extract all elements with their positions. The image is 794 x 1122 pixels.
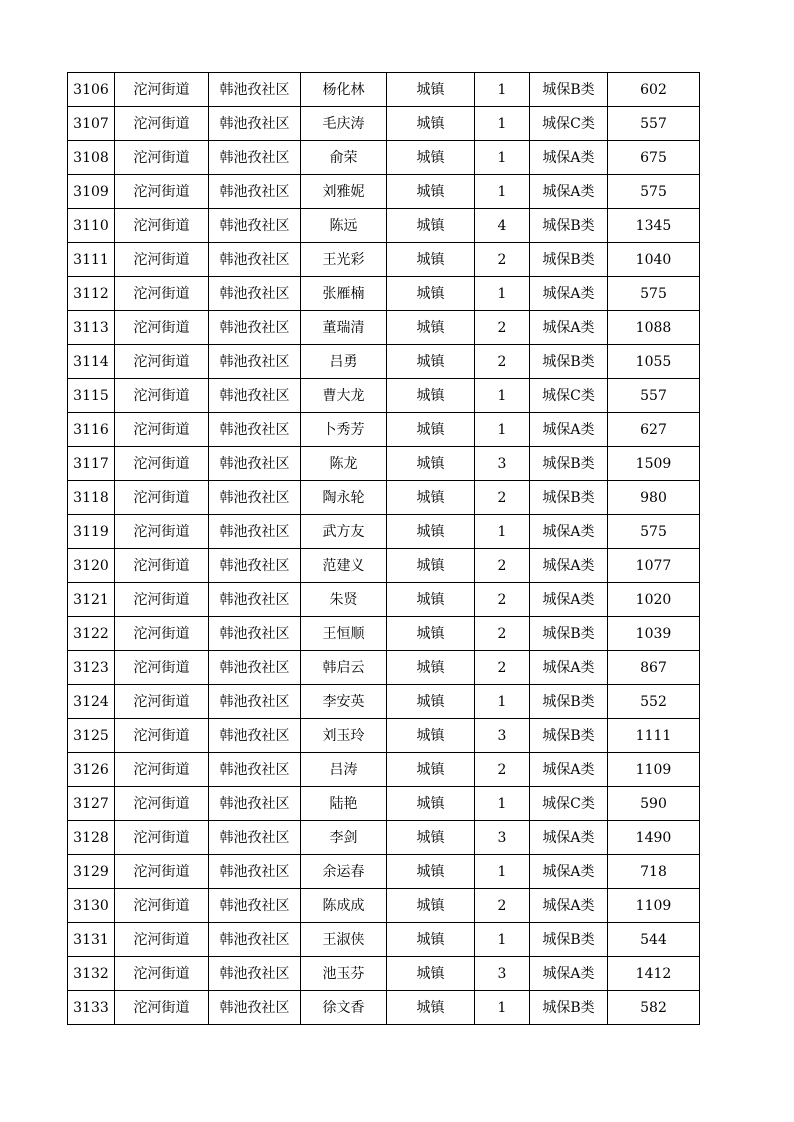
area-type-cell: 城镇 [387, 685, 475, 719]
table-row [68, 923, 700, 957]
street-cell: 沱河街道 [115, 447, 209, 481]
street-cell: 沱河街道 [115, 107, 209, 141]
area-type-cell: 城镇 [387, 753, 475, 787]
area-type-cell: 城镇 [387, 175, 475, 209]
table-row [68, 855, 700, 889]
community-cell: 韩池孜社区 [209, 447, 301, 481]
category-cell: 城保A类 [530, 821, 608, 855]
table-row [68, 345, 700, 379]
table-row [68, 413, 700, 447]
name-cell: 陈成成 [301, 889, 387, 923]
street-cell: 沱河街道 [115, 209, 209, 243]
table-row [68, 549, 700, 583]
household-count-cell: 1 [475, 277, 530, 311]
table-row [68, 821, 700, 855]
table-row [68, 991, 700, 1025]
area-type-cell: 城镇 [387, 719, 475, 753]
household-count-cell: 2 [475, 311, 530, 345]
category-cell: 城保B类 [530, 719, 608, 753]
household-count-cell: 2 [475, 889, 530, 923]
category-cell: 城保A类 [530, 957, 608, 991]
street-cell: 沱河街道 [115, 549, 209, 583]
household-count-cell: 3 [475, 957, 530, 991]
street-cell: 沱河街道 [115, 379, 209, 413]
table-row [68, 651, 700, 685]
name-cell: 李剑 [301, 821, 387, 855]
table-row [68, 175, 700, 209]
community-cell: 韩池孜社区 [209, 583, 301, 617]
amount-cell: 575 [608, 515, 700, 549]
amount-cell: 557 [608, 107, 700, 141]
table-row [68, 311, 700, 345]
table-row [68, 379, 700, 413]
table-row [68, 583, 700, 617]
community-cell: 韩池孜社区 [209, 719, 301, 753]
household-count-cell: 3 [475, 821, 530, 855]
area-type-cell: 城镇 [387, 583, 475, 617]
table-row [68, 141, 700, 175]
community-cell: 韩池孜社区 [209, 515, 301, 549]
area-type-cell: 城镇 [387, 481, 475, 515]
name-cell: 武方友 [301, 515, 387, 549]
name-cell: 王淑侠 [301, 923, 387, 957]
street-cell: 沱河街道 [115, 345, 209, 379]
community-cell: 韩池孜社区 [209, 413, 301, 447]
street-cell: 沱河街道 [115, 753, 209, 787]
household-count-cell: 2 [475, 243, 530, 277]
category-cell: 城保A类 [530, 549, 608, 583]
row-number-cell: 3128 [68, 821, 115, 855]
area-type-cell: 城镇 [387, 345, 475, 379]
community-cell: 韩池孜社区 [209, 889, 301, 923]
amount-cell: 867 [608, 651, 700, 685]
name-cell: 朱贤 [301, 583, 387, 617]
community-cell: 韩池孜社区 [209, 923, 301, 957]
row-number-cell: 3110 [68, 209, 115, 243]
row-number-cell: 3108 [68, 141, 115, 175]
category-cell: 城保A类 [530, 515, 608, 549]
area-type-cell: 城镇 [387, 957, 475, 991]
household-count-cell: 2 [475, 549, 530, 583]
category-cell: 城保A类 [530, 855, 608, 889]
table-row [68, 753, 700, 787]
community-cell: 韩池孜社区 [209, 957, 301, 991]
table-row [68, 73, 700, 107]
row-number-cell: 3107 [68, 107, 115, 141]
household-count-cell: 1 [475, 107, 530, 141]
street-cell: 沱河街道 [115, 991, 209, 1025]
amount-cell: 557 [608, 379, 700, 413]
row-number-cell: 3121 [68, 583, 115, 617]
street-cell: 沱河街道 [115, 73, 209, 107]
street-cell: 沱河街道 [115, 141, 209, 175]
amount-cell: 1088 [608, 311, 700, 345]
row-number-cell: 3114 [68, 345, 115, 379]
row-number-cell: 3126 [68, 753, 115, 787]
community-cell: 韩池孜社区 [209, 277, 301, 311]
category-cell: 城保B类 [530, 617, 608, 651]
area-type-cell: 城镇 [387, 821, 475, 855]
area-type-cell: 城镇 [387, 617, 475, 651]
row-number-cell: 3116 [68, 413, 115, 447]
row-number-cell: 3124 [68, 685, 115, 719]
name-cell: 曹大龙 [301, 379, 387, 413]
area-type-cell: 城镇 [387, 277, 475, 311]
row-number-cell: 3120 [68, 549, 115, 583]
area-type-cell: 城镇 [387, 243, 475, 277]
street-cell: 沱河街道 [115, 515, 209, 549]
category-cell: 城保B类 [530, 685, 608, 719]
community-cell: 韩池孜社区 [209, 753, 301, 787]
table-row [68, 685, 700, 719]
street-cell: 沱河街道 [115, 821, 209, 855]
area-type-cell: 城镇 [387, 141, 475, 175]
row-number-cell: 3122 [68, 617, 115, 651]
household-count-cell: 2 [475, 753, 530, 787]
name-cell: 俞荣 [301, 141, 387, 175]
name-cell: 张雁楠 [301, 277, 387, 311]
street-cell: 沱河街道 [115, 311, 209, 345]
area-type-cell: 城镇 [387, 107, 475, 141]
amount-cell: 552 [608, 685, 700, 719]
amount-cell: 582 [608, 991, 700, 1025]
amount-cell: 980 [608, 481, 700, 515]
area-type-cell: 城镇 [387, 549, 475, 583]
name-cell: 董瑞清 [301, 311, 387, 345]
street-cell: 沱河街道 [115, 685, 209, 719]
category-cell: 城保A类 [530, 889, 608, 923]
amount-cell: 1109 [608, 753, 700, 787]
row-number-cell: 3133 [68, 991, 115, 1025]
amount-cell: 544 [608, 923, 700, 957]
household-count-cell: 2 [475, 617, 530, 651]
household-count-cell: 1 [475, 923, 530, 957]
row-number-cell: 3106 [68, 73, 115, 107]
category-cell: 城保A类 [530, 175, 608, 209]
name-cell: 王光彩 [301, 243, 387, 277]
community-cell: 韩池孜社区 [209, 311, 301, 345]
street-cell: 沱河街道 [115, 277, 209, 311]
name-cell: 范建义 [301, 549, 387, 583]
category-cell: 城保C类 [530, 379, 608, 413]
row-number-cell: 3117 [68, 447, 115, 481]
amount-cell: 627 [608, 413, 700, 447]
category-cell: 城保A类 [530, 651, 608, 685]
amount-cell: 575 [608, 175, 700, 209]
name-cell: 陆艳 [301, 787, 387, 821]
category-cell: 城保B类 [530, 73, 608, 107]
household-count-cell: 2 [475, 651, 530, 685]
household-count-cell: 3 [475, 719, 530, 753]
street-cell: 沱河街道 [115, 787, 209, 821]
street-cell: 沱河街道 [115, 481, 209, 515]
category-cell: 城保B类 [530, 923, 608, 957]
area-type-cell: 城镇 [387, 991, 475, 1025]
name-cell: 陶永轮 [301, 481, 387, 515]
row-number-cell: 3129 [68, 855, 115, 889]
community-cell: 韩池孜社区 [209, 209, 301, 243]
amount-cell: 1509 [608, 447, 700, 481]
row-number-cell: 3125 [68, 719, 115, 753]
household-count-cell: 2 [475, 583, 530, 617]
amount-cell: 1039 [608, 617, 700, 651]
area-type-cell: 城镇 [387, 209, 475, 243]
category-cell: 城保A类 [530, 413, 608, 447]
area-type-cell: 城镇 [387, 311, 475, 345]
amount-cell: 1055 [608, 345, 700, 379]
name-cell: 陈龙 [301, 447, 387, 481]
category-cell: 城保A类 [530, 141, 608, 175]
area-type-cell: 城镇 [387, 889, 475, 923]
community-cell: 韩池孜社区 [209, 175, 301, 209]
community-cell: 韩池孜社区 [209, 73, 301, 107]
area-type-cell: 城镇 [387, 413, 475, 447]
table-row [68, 617, 700, 651]
name-cell: 池玉芬 [301, 957, 387, 991]
community-cell: 韩池孜社区 [209, 821, 301, 855]
table-row [68, 107, 700, 141]
household-count-cell: 2 [475, 345, 530, 379]
row-number-cell: 3127 [68, 787, 115, 821]
table-row [68, 515, 700, 549]
table-row [68, 787, 700, 821]
community-cell: 韩池孜社区 [209, 379, 301, 413]
name-cell: 吕涛 [301, 753, 387, 787]
area-type-cell: 城镇 [387, 447, 475, 481]
street-cell: 沱河街道 [115, 889, 209, 923]
street-cell: 沱河街道 [115, 957, 209, 991]
row-number-cell: 3130 [68, 889, 115, 923]
row-number-cell: 3112 [68, 277, 115, 311]
name-cell: 余运春 [301, 855, 387, 889]
area-type-cell: 城镇 [387, 73, 475, 107]
row-number-cell: 3113 [68, 311, 115, 345]
community-cell: 韩池孜社区 [209, 243, 301, 277]
row-number-cell: 3115 [68, 379, 115, 413]
area-type-cell: 城镇 [387, 651, 475, 685]
row-number-cell: 3119 [68, 515, 115, 549]
amount-cell: 1412 [608, 957, 700, 991]
name-cell: 徐文香 [301, 991, 387, 1025]
community-cell: 韩池孜社区 [209, 617, 301, 651]
table-row [68, 447, 700, 481]
area-type-cell: 城镇 [387, 855, 475, 889]
area-type-cell: 城镇 [387, 787, 475, 821]
roster-body [68, 73, 700, 1025]
household-count-cell: 1 [475, 73, 530, 107]
household-count-cell: 1 [475, 413, 530, 447]
street-cell: 沱河街道 [115, 413, 209, 447]
roster-table [67, 72, 700, 1025]
amount-cell: 675 [608, 141, 700, 175]
category-cell: 城保A类 [530, 277, 608, 311]
household-count-cell: 4 [475, 209, 530, 243]
name-cell: 杨化林 [301, 73, 387, 107]
row-number-cell: 3109 [68, 175, 115, 209]
category-cell: 城保B类 [530, 243, 608, 277]
community-cell: 韩池孜社区 [209, 651, 301, 685]
category-cell: 城保A类 [530, 311, 608, 345]
household-count-cell: 1 [475, 855, 530, 889]
name-cell: 刘雅妮 [301, 175, 387, 209]
table-row [68, 243, 700, 277]
category-cell: 城保A类 [530, 753, 608, 787]
row-number-cell: 3132 [68, 957, 115, 991]
table-row [68, 209, 700, 243]
community-cell: 韩池孜社区 [209, 141, 301, 175]
name-cell: 韩启云 [301, 651, 387, 685]
household-count-cell: 1 [475, 141, 530, 175]
street-cell: 沱河街道 [115, 923, 209, 957]
name-cell: 陈远 [301, 209, 387, 243]
name-cell: 刘玉玲 [301, 719, 387, 753]
category-cell: 城保B类 [530, 447, 608, 481]
amount-cell: 1040 [608, 243, 700, 277]
row-number-cell: 3131 [68, 923, 115, 957]
household-count-cell: 3 [475, 447, 530, 481]
area-type-cell: 城镇 [387, 515, 475, 549]
community-cell: 韩池孜社区 [209, 855, 301, 889]
community-cell: 韩池孜社区 [209, 345, 301, 379]
community-cell: 韩池孜社区 [209, 991, 301, 1025]
area-type-cell: 城镇 [387, 923, 475, 957]
category-cell: 城保B类 [530, 345, 608, 379]
street-cell: 沱河街道 [115, 175, 209, 209]
table-row [68, 277, 700, 311]
amount-cell: 1077 [608, 549, 700, 583]
street-cell: 沱河街道 [115, 855, 209, 889]
row-number-cell: 3118 [68, 481, 115, 515]
amount-cell: 1490 [608, 821, 700, 855]
table-row [68, 481, 700, 515]
amount-cell: 590 [608, 787, 700, 821]
street-cell: 沱河街道 [115, 617, 209, 651]
category-cell: 城保C类 [530, 107, 608, 141]
row-number-cell: 3123 [68, 651, 115, 685]
street-cell: 沱河街道 [115, 719, 209, 753]
community-cell: 韩池孜社区 [209, 481, 301, 515]
amount-cell: 602 [608, 73, 700, 107]
name-cell: 王恒顺 [301, 617, 387, 651]
category-cell: 城保B类 [530, 481, 608, 515]
table-row [68, 889, 700, 923]
amount-cell: 1109 [608, 889, 700, 923]
community-cell: 韩池孜社区 [209, 685, 301, 719]
table-row [68, 957, 700, 991]
street-cell: 沱河街道 [115, 583, 209, 617]
community-cell: 韩池孜社区 [209, 787, 301, 821]
amount-cell: 718 [608, 855, 700, 889]
amount-cell: 575 [608, 277, 700, 311]
row-number-cell: 3111 [68, 243, 115, 277]
household-count-cell: 1 [475, 175, 530, 209]
name-cell: 吕勇 [301, 345, 387, 379]
household-count-cell: 1 [475, 515, 530, 549]
name-cell: 李安英 [301, 685, 387, 719]
household-count-cell: 1 [475, 379, 530, 413]
amount-cell: 1111 [608, 719, 700, 753]
table-row [68, 719, 700, 753]
household-count-cell: 1 [475, 991, 530, 1025]
amount-cell: 1020 [608, 583, 700, 617]
category-cell: 城保A类 [530, 583, 608, 617]
community-cell: 韩池孜社区 [209, 107, 301, 141]
area-type-cell: 城镇 [387, 379, 475, 413]
category-cell: 城保B类 [530, 991, 608, 1025]
household-count-cell: 1 [475, 787, 530, 821]
category-cell: 城保B类 [530, 209, 608, 243]
household-count-cell: 2 [475, 481, 530, 515]
household-count-cell: 1 [475, 685, 530, 719]
street-cell: 沱河街道 [115, 651, 209, 685]
street-cell: 沱河街道 [115, 243, 209, 277]
category-cell: 城保C类 [530, 787, 608, 821]
name-cell: 卜秀芳 [301, 413, 387, 447]
name-cell: 毛庆涛 [301, 107, 387, 141]
community-cell: 韩池孜社区 [209, 549, 301, 583]
amount-cell: 1345 [608, 209, 700, 243]
